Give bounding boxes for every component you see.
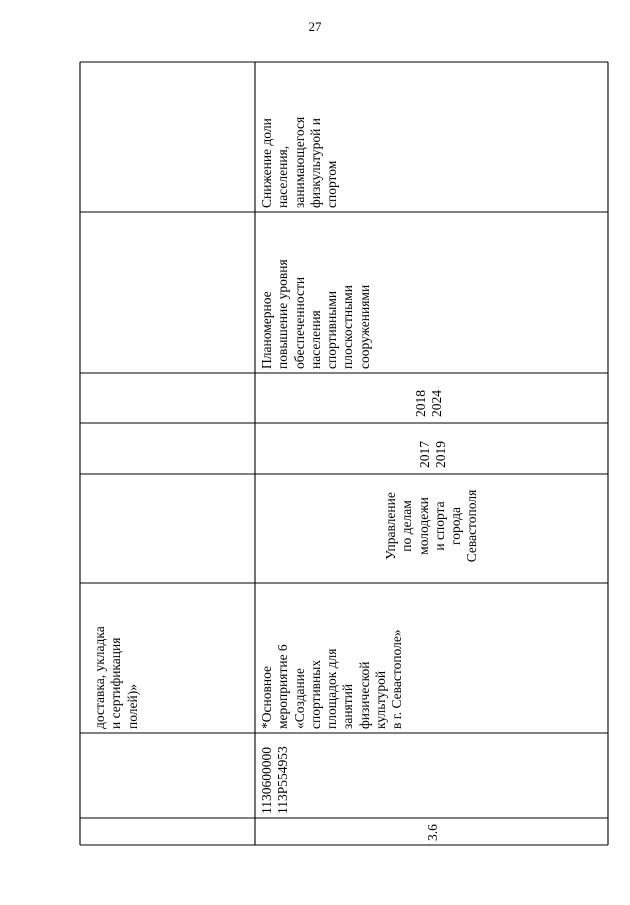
executor-line: Севастополя [464, 489, 480, 563]
event-name-line: в г. Севастополе» [389, 629, 405, 729]
expected-result-cell [259, 259, 373, 369]
start-year: 2019 [433, 441, 449, 468]
executor-line: и спорта [431, 501, 447, 551]
expected-result-line: плоскостными [340, 285, 356, 369]
expected-result-line: Планомерное [259, 291, 274, 369]
event-name-cell [259, 629, 406, 729]
event-name-line: занятий [340, 683, 356, 729]
prev-row-name-line: доставка, укладка [92, 626, 107, 729]
event-name-line: мероприятие 6 [275, 644, 291, 729]
expected-result-line: повышение уровня [275, 259, 291, 369]
event-name-line: физической [356, 661, 372, 729]
expected-result-line: обеспеченности [291, 276, 307, 369]
consequences-cell [259, 117, 340, 208]
consequences-line: физкультурой и [307, 117, 323, 208]
expected-result-line: населения [307, 310, 323, 369]
executor-line: по делам [399, 500, 415, 552]
consequences-line: спортом [324, 160, 340, 208]
page-number: 27 [308, 19, 322, 34]
event-name-line: «Создание [291, 668, 307, 729]
end-year: 2018 [413, 390, 428, 417]
event-name-line: *Основное [259, 666, 274, 729]
consequences-line: Снижение доли [259, 118, 274, 208]
row-number-cell [425, 824, 441, 841]
executor-line: Управление [383, 492, 398, 560]
expected-result-line: сооружениями [356, 284, 372, 369]
prev-row-name-line: полей)» [124, 684, 140, 729]
codes-cell [259, 746, 292, 814]
executor-cell [383, 481, 481, 571]
event-name-line: площадок для [324, 648, 340, 729]
event-name-line: спортивных [307, 659, 323, 729]
prev-row-name-line: и сертификация [108, 637, 124, 729]
prev-row-name-cell [92, 626, 141, 729]
consequences-line: занимающегося [291, 116, 307, 208]
event-name-line: культурой [373, 670, 389, 729]
expected-result-line: спортивными [324, 290, 340, 369]
end-year-cell [413, 390, 446, 417]
executor-line: города [448, 507, 464, 545]
code-line: 1130600000 [259, 747, 274, 814]
start-year-cell [417, 441, 450, 468]
row-number: 3.6 [425, 824, 440, 841]
code-line: 113P554953 [275, 746, 291, 814]
executor-line: молодежи [415, 497, 431, 555]
start-year: 2017 [417, 441, 432, 468]
end-year: 2024 [429, 390, 445, 417]
consequences-line: населения, [275, 145, 291, 208]
